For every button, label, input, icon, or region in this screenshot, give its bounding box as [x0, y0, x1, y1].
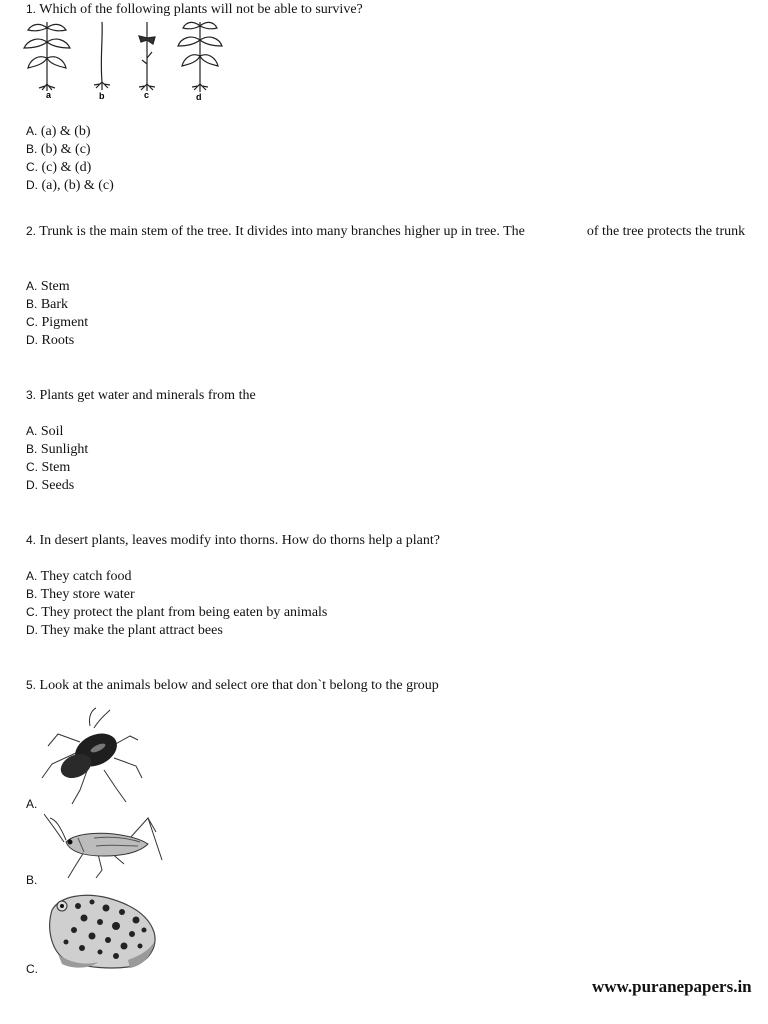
- option-letter: C.: [26, 605, 38, 619]
- question-number: 5.: [26, 678, 37, 692]
- frog-image[interactable]: [44, 890, 162, 970]
- q4-option-b[interactable]: [26, 585, 135, 604]
- q1-option-b[interactable]: [26, 140, 91, 159]
- q2-option-d[interactable]: [26, 331, 74, 350]
- q2-option-a[interactable]: [26, 277, 70, 296]
- option-text: (b) & (c): [40, 142, 91, 157]
- option-letter: A.: [26, 124, 38, 138]
- q4-option-d[interactable]: [26, 621, 223, 640]
- footer-website: www.puranepapers.in: [592, 977, 752, 996]
- option-text: (a), (b) & (c): [41, 178, 114, 193]
- question-number: 1.: [26, 2, 37, 16]
- plant-d-image: [178, 22, 222, 92]
- grasshopper-image[interactable]: [44, 812, 170, 880]
- q3-option-d[interactable]: [26, 476, 74, 495]
- option-text: Stem: [41, 460, 71, 475]
- question-number: 4.: [26, 533, 37, 547]
- option-text: They store water: [40, 587, 135, 602]
- question-text: In desert plants, leaves modify into thorns. How do thorns help a plant?: [39, 533, 440, 548]
- option-letter: D.: [26, 333, 38, 347]
- option-letter: B.: [26, 297, 38, 311]
- q5-option-c-label[interactable]: C.: [26, 962, 38, 976]
- option-letter: A.: [26, 279, 38, 293]
- option-text: They catch food: [40, 569, 132, 584]
- plant-b-image: [94, 22, 110, 90]
- plant-label-c: c: [144, 90, 150, 100]
- q2-option-b[interactable]: [26, 295, 68, 314]
- option-letter: D.: [26, 178, 38, 192]
- question-5: [26, 676, 439, 695]
- option-text: (c) & (d): [41, 160, 92, 175]
- option-letter: A.: [26, 424, 38, 438]
- option-text: Soil: [40, 424, 64, 439]
- q2-option-c[interactable]: [26, 313, 88, 332]
- question-text: Plants get water and minerals from the: [39, 388, 256, 403]
- question-text: Look at the animals below and select ore that don`t belong to the group: [39, 678, 439, 693]
- question-text-continued: of the tree protects the trunk: [586, 224, 746, 239]
- option-letter: C.: [26, 460, 38, 474]
- plants-figure: [22, 18, 232, 106]
- cockroach-image[interactable]: [38, 706, 148, 806]
- plant-label-a: a: [46, 90, 52, 100]
- plant-a-image: [24, 22, 70, 91]
- q5-option-a-label[interactable]: A.: [26, 797, 38, 811]
- q3-option-b[interactable]: [26, 440, 88, 459]
- q1-option-a[interactable]: [26, 122, 91, 141]
- option-letter: A.: [26, 569, 38, 583]
- option-text: Seeds: [41, 478, 75, 493]
- question-1: [26, 0, 363, 19]
- question-2: [26, 222, 746, 241]
- q3-option-a[interactable]: [26, 422, 63, 441]
- option-text: Pigment: [41, 315, 89, 330]
- q1-option-c[interactable]: [26, 158, 91, 177]
- option-text: They make the plant attract bees: [41, 623, 223, 638]
- option-letter: C.: [26, 160, 38, 174]
- question-number: 2.: [26, 224, 37, 238]
- plant-label-d: d: [196, 92, 202, 102]
- q3-option-c[interactable]: [26, 458, 70, 477]
- option-letter: B.: [26, 142, 38, 156]
- option-text: Bark: [40, 297, 69, 312]
- option-letter: D.: [26, 623, 38, 637]
- option-letter: B.: [26, 442, 38, 456]
- option-letter: D.: [26, 478, 38, 492]
- option-letter: B.: [26, 587, 38, 601]
- q4-option-c[interactable]: [26, 603, 327, 622]
- q4-option-a[interactable]: [26, 567, 132, 586]
- option-text: They protect the plant from being eaten by animals: [41, 605, 328, 620]
- option-text: Roots: [41, 333, 75, 348]
- option-text: Sunlight: [40, 442, 89, 457]
- question-4: [26, 531, 440, 550]
- plant-c-image: [139, 22, 155, 91]
- option-text: Stem: [40, 279, 70, 294]
- q1-option-d[interactable]: [26, 176, 114, 195]
- question-3: [26, 386, 256, 405]
- q5-option-b-label[interactable]: B.: [26, 873, 38, 887]
- option-letter: C.: [26, 315, 38, 329]
- question-number: 3.: [26, 388, 37, 402]
- option-text: (a) & (b): [40, 124, 91, 139]
- question-text: Trunk is the main stem of the tree. It divides into many branches higher up in tree. The: [39, 224, 525, 239]
- question-text: Which of the following plants will not be able to survive?: [39, 2, 363, 17]
- plant-label-b: b: [99, 91, 105, 101]
